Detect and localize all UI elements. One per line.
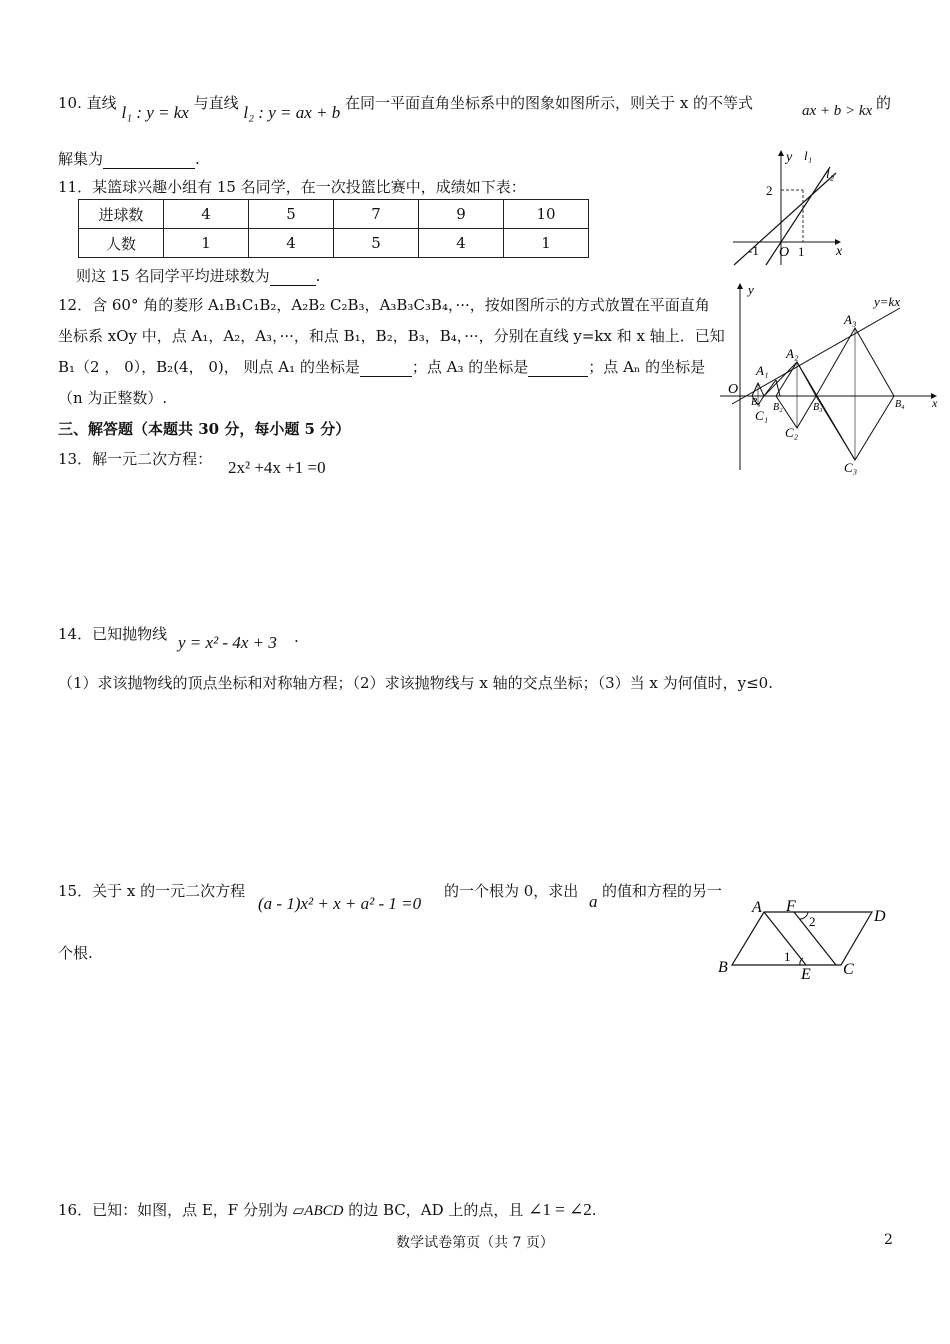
answer-blank[interactable]	[103, 153, 195, 169]
q10-text-4: 的	[876, 94, 892, 112]
q15-variable: a	[589, 892, 598, 911]
question-15-text-1: 15．关于 x 的一元二次方程	[58, 882, 246, 900]
q10-solution-label: 解集为	[58, 150, 104, 168]
tick-label: 2	[766, 183, 773, 198]
point-b1-label: B₁	[751, 397, 761, 408]
angle-2-arc	[800, 912, 808, 919]
q12-text-c: ；点 Aₙ 的坐标是	[588, 358, 706, 376]
point-c3-label: C₃	[844, 460, 858, 475]
point-a1-label: A₁	[756, 363, 769, 378]
question-11-text: 11．某篮球兴趣小组有 15 名同学，在一次投篮比赛中，成绩如下表：	[58, 178, 526, 196]
footer-center: 数学试卷第页（共 7 页）	[396, 1235, 554, 1251]
parallelogram-figure	[714, 895, 894, 979]
question-15-text-2: 的一个根为 0，求出	[444, 882, 579, 900]
table-cell: 1	[504, 229, 589, 258]
tick-label: 1	[798, 244, 805, 259]
q13-equation: 2x² +4x +1 =0	[228, 458, 326, 477]
point-f-label: F	[786, 898, 796, 915]
l2-equation: l₂ : y = ax + b	[243, 103, 341, 122]
question-13-text: 13．解一元二次方程：	[58, 450, 213, 468]
point-a2-label: A₂	[786, 346, 799, 361]
table-cell: 1	[164, 229, 249, 258]
section-heading: 三、解答题（本题共 30 分，每小题 5 分）	[58, 420, 351, 438]
row-label: 进球数	[79, 200, 164, 229]
angle-1-label: 1	[784, 949, 791, 964]
page-number: 2	[884, 1232, 893, 1248]
point-e-label: E	[801, 966, 811, 979]
table-row	[79, 200, 589, 229]
point-c2-label: C₂	[785, 425, 799, 440]
parallelogram-abcd	[732, 912, 872, 965]
period: .	[315, 267, 321, 285]
q10-text-1: 直线	[86, 94, 117, 112]
vertex-c-label: C	[843, 961, 854, 978]
question-10-line1	[58, 92, 754, 122]
vertex-b-label: B	[718, 959, 728, 976]
score-table	[78, 199, 589, 258]
question-14-subparts: （1）求该抛物线的顶点坐标和对称轴方程；（2）求该抛物线与 x 轴的交点坐标；（3）当 x 为何值时，y≤0.	[58, 674, 773, 692]
question-15-line2: 个根.	[58, 944, 93, 962]
l1-equation: l₁ : y = kx	[121, 103, 189, 122]
question-12-line1: 12．含 60° 角的菱形 A₁B₁C₁B₂，A₂B₂ C₂B₃，A₃B₃C₃B₄，···，按如图所示的方式放置在平面直角	[58, 296, 710, 314]
answer-blank[interactable]	[360, 361, 412, 377]
x-label: x	[836, 244, 843, 259]
l2-label: l₂	[826, 166, 835, 181]
table-cell: 4	[419, 229, 504, 258]
parallelogram-symbol: ▱ABCD	[292, 1203, 344, 1219]
x-label: x	[932, 396, 938, 410]
point-b2-label: B₂	[773, 402, 783, 413]
table-cell: 7	[334, 200, 419, 229]
point-b3-label: B₃	[813, 402, 823, 413]
question-12-line3	[58, 356, 705, 377]
rhombus-edge	[764, 362, 797, 396]
rhombus-2	[776, 362, 816, 428]
line-y-kx	[732, 308, 900, 404]
lines-figure	[728, 145, 848, 270]
q16-text-1: 16．已知：如图，点 E，F 分别为	[58, 1201, 288, 1219]
point-b4-label: B₄	[895, 399, 905, 410]
table-cell: 9	[419, 200, 504, 229]
table-cell: 10	[504, 200, 589, 229]
question-number: 10.	[58, 94, 82, 112]
question-12-line2: 坐标系 xOy 中，点 A₁，A₂，A₃，···，和点 B₁，B₂，B₃，B₄，···，分别在直线 y=kx 和 x 轴上．已知	[58, 327, 725, 345]
y-label: y	[786, 150, 793, 165]
row-label: 人数	[79, 229, 164, 258]
q16-text-2: 的边 BC，AD 上的点，且	[343, 1201, 524, 1219]
point-a3-label: A₃	[844, 312, 857, 327]
q14-equation: y = x² - 4x + 3	[178, 633, 277, 652]
question-16	[58, 1199, 597, 1220]
origin-label: O	[728, 382, 739, 397]
table-cell: 5	[249, 200, 334, 229]
q12-text-a: B₁（2 ， 0），B₂(4， 0)， 则点 A₁ 的坐标是	[58, 358, 360, 376]
angle-2-label: 2	[809, 914, 816, 929]
table-cell: 5	[334, 229, 419, 258]
question-15-text-3: 的值和方程的另一	[602, 882, 723, 900]
period: .	[195, 150, 200, 168]
q15-equation: (a - 1)x² + x + a² - 1 =0	[258, 894, 422, 913]
angle-equation: ∠1 = ∠2	[528, 1200, 592, 1219]
answer-blank[interactable]	[270, 270, 316, 286]
rhombus-edge	[797, 362, 855, 460]
question-11-after	[76, 265, 320, 286]
q10-text-2: 与直线	[193, 94, 239, 112]
inequality: ax + b > kx	[802, 103, 873, 119]
q12-text-b: ；点 A₃ 的坐标是	[411, 358, 529, 376]
question-12-line4: （n 为正整数）.	[58, 389, 168, 407]
rhombus-figure	[718, 280, 940, 480]
q10-text-3: 在同一平面直角坐标系中的图象如图所示，则关于 x 的不等式	[345, 94, 754, 112]
vertex-d-label: D	[874, 908, 886, 925]
period: .	[294, 628, 299, 646]
vertex-a-label: A	[752, 899, 762, 916]
question-14-text: 14．已知抛物线	[58, 625, 168, 643]
line-label: y=kx	[874, 294, 901, 309]
period: .	[591, 1201, 597, 1219]
question-10-line2	[58, 148, 200, 169]
table-cell: 4	[164, 200, 249, 229]
rhombus-guide	[764, 356, 816, 422]
y-label: y	[748, 282, 754, 297]
table-cell: 4	[249, 229, 334, 258]
origin-label: O	[779, 245, 790, 260]
point-c1-label: C₁	[755, 408, 769, 423]
table-row	[79, 229, 589, 258]
tick-label: -1	[748, 243, 759, 258]
answer-blank[interactable]	[528, 361, 588, 377]
l1-label: l₁	[804, 148, 813, 163]
q11-after-text: 则这 15 名同学平均进球数为	[76, 267, 270, 285]
